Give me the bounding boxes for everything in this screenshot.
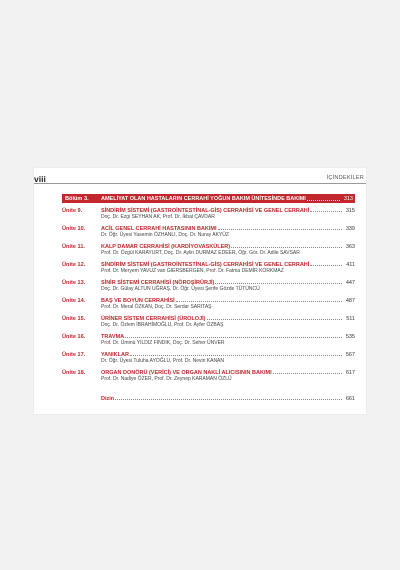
toc-entry[interactable] bbox=[62, 295, 355, 311]
unit-label: Ünite 15. bbox=[62, 316, 86, 322]
leader-dots bbox=[273, 373, 342, 374]
leader-dots bbox=[176, 301, 342, 302]
unit-page: 447 bbox=[345, 280, 355, 286]
unit-title: YANIKLAR bbox=[101, 352, 129, 358]
toc-entry[interactable] bbox=[62, 277, 355, 293]
header-rule bbox=[34, 183, 366, 184]
toc-entry[interactable] bbox=[62, 205, 355, 221]
document-page bbox=[34, 168, 366, 414]
toc-entry[interactable] bbox=[62, 331, 355, 347]
unit-label: Ünite 16. bbox=[62, 334, 86, 340]
running-title: İÇİNDEKİLER bbox=[326, 175, 364, 181]
unit-label: Ünite 17. bbox=[62, 352, 86, 358]
page-number: viii bbox=[34, 174, 46, 184]
unit-page: 315 bbox=[345, 208, 355, 214]
toc-entry[interactable] bbox=[62, 223, 355, 239]
unit-page: 511 bbox=[346, 316, 355, 322]
unit-authors: Prof. Dr. Meral ÖZKAN, Doç. Dr. Serdar SARITAŞ bbox=[101, 304, 212, 310]
unit-title: SİNDİRİM SİSTEMİ (GASTROİNTESTİNAL-GİS) CERRAHİSİ VE GENEL CERRAHİ bbox=[101, 208, 310, 214]
index-title: Dizin bbox=[101, 396, 115, 402]
leader-dots bbox=[310, 211, 342, 212]
toc-entry[interactable] bbox=[62, 367, 355, 383]
unit-label: Ünite 14. bbox=[62, 298, 86, 304]
leader-dots bbox=[207, 319, 342, 320]
leader-dots bbox=[130, 355, 342, 356]
toc-entry[interactable] bbox=[62, 241, 355, 257]
leader-dots bbox=[125, 337, 342, 338]
unit-title: BAŞ VE BOYUN CERRAHİSİ bbox=[101, 298, 175, 304]
unit-authors: Prof. Dr. Nadiye ÖZER, Prof. Dr. Zeynep KARAMAN ÖZLÜ bbox=[101, 376, 232, 382]
unit-authors: Prof. Dr. Meryem YAVUZ van GIERSBERGEN, Prof. Dr. Fatma DEMİR KORKMAZ bbox=[101, 268, 284, 274]
unit-authors: Doç. Dr. Gülay ALTUN UĞRAŞ, Dr. Öğr. Üyesi Şerife Gözde TÜTÜNCÜ bbox=[101, 286, 260, 292]
leader-dots bbox=[231, 247, 342, 248]
unit-label: Ünite 10. bbox=[62, 226, 86, 232]
unit-authors: Prof. Dr. Ümmü YILDIZ FINDIK, Doç. Dr. Seher ÜNVER bbox=[101, 340, 225, 346]
unit-authors: Prof. Dr. Özgül KARAYURT, Doç. Dr. Aylin DURMAZ EDEER, Öğr. Gör. Dr. Adile SAVSAR bbox=[101, 250, 300, 256]
toc-entry-index[interactable] bbox=[62, 393, 355, 402]
leader-dots bbox=[310, 265, 342, 266]
unit-authors: Dr. Öğr. Üyesi Yasemin ÖZHANLI, Doç. Dr. Nuray AKYÜZ bbox=[101, 232, 229, 238]
toc-entry[interactable] bbox=[62, 259, 355, 275]
table-of-contents bbox=[62, 194, 355, 404]
section-label: Bölüm 3. bbox=[65, 195, 89, 202]
unit-title: ORGAN DONÖRÜ (VERİCİ) VE ORGAN NAKLİ ALICISININ BAKIMI bbox=[101, 370, 272, 376]
unit-authors: Dr. Öğr. Üyesi Tuluha AYOĞLU, Prof. Dr. Nevin KANAN bbox=[101, 358, 225, 364]
leader-dots bbox=[218, 229, 342, 230]
unit-title: KALP DAMAR CERRAHİSİ (KARDİYOVASKÜLER) bbox=[101, 244, 231, 250]
unit-title: ÜRİNER SİSTEM CERRAHİSİ (ÜROLOJİ) bbox=[101, 316, 206, 322]
unit-label: Ünite 13. bbox=[62, 280, 86, 286]
unit-page: 535 bbox=[345, 334, 355, 340]
section-title: AMELİYAT OLAN HASTALARIN CERRAHİ YOĞUN BAKIM ÜNİTESİNDE BAKIMI bbox=[101, 195, 306, 202]
unit-title: SİNİR SİSTEMİ CERRAHİSİ (NÖROŞİRÜRJİ) bbox=[101, 280, 215, 286]
unit-page: 617 bbox=[345, 370, 355, 376]
unit-page: 411 bbox=[346, 262, 355, 268]
unit-title: ACİL GENEL CERRAHİ HASTASININ BAKIMI bbox=[101, 226, 217, 232]
leader-dots bbox=[115, 399, 342, 400]
toc-section-banner[interactable] bbox=[62, 194, 355, 203]
unit-page: 339 bbox=[345, 226, 355, 232]
leader-dots bbox=[307, 200, 340, 201]
section-page: 313 bbox=[343, 195, 353, 202]
toc-entry[interactable] bbox=[62, 349, 355, 365]
unit-page: 363 bbox=[345, 244, 355, 250]
unit-page: 567 bbox=[345, 352, 355, 358]
leader-dots bbox=[215, 283, 342, 284]
unit-label: Ünite 11. bbox=[62, 244, 86, 250]
unit-authors: Doç. Dr. Özlem İBRAHİMOĞLU, Prof. Dr. Ayfer ÖZBAŞ bbox=[101, 322, 224, 328]
unit-label: Ünite 9. bbox=[62, 208, 83, 214]
page-header bbox=[34, 170, 366, 182]
unit-title: SİNDİRİM SİSTEMİ (GASTROİNTESTİNAL-GİS) CERRAHİSİ VE GENEL CERRAHİ bbox=[101, 262, 310, 268]
unit-page: 487 bbox=[345, 298, 355, 304]
unit-label: Ünite 18. bbox=[62, 370, 86, 376]
unit-title: TRAVMA bbox=[101, 334, 125, 340]
unit-label: Ünite 12. bbox=[62, 262, 86, 268]
unit-authors: Doç. Dr. Ezgi SEYHAN AK, Prof. Dr. İkbal ÇAVDAR bbox=[101, 214, 215, 220]
toc-entry[interactable] bbox=[62, 313, 355, 329]
index-page: 661 bbox=[345, 396, 355, 402]
